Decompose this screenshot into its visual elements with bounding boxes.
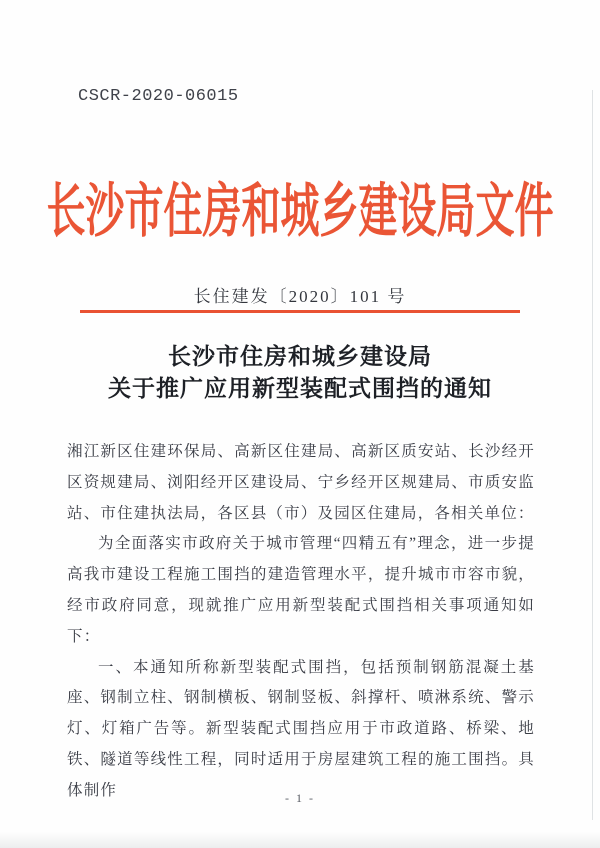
document-reference-number: 长住建发〔2020〕101 号 [193,287,407,306]
page-number: - 1 - [285,791,315,805]
red-header-banner [0,168,600,246]
scan-page-edge-bottom [0,832,600,848]
document-title-line-1: 长沙市住房和城乡建设局 [168,344,432,369]
red-divider-rule [80,310,520,313]
document-title-line-2: 关于推广应用新型装配式围挡的通知 [108,376,492,401]
document-title [0,341,600,405]
issuing-agency-banner-title: 长沙市住房和城乡建设局文件 [46,180,554,245]
body-paragraph-2: 一、本通知所称新型装配式围挡，包括预制钢筋混凝土基座、钢制立柱、钢制横板、钢制竖板、斜撑杆、喷淋系统、警示灯、灯箱广告等。新型装配式围挡应用于市政道路、桥梁、地铁、隧道等线性工程，同时适用于房屋建筑工程的施工围挡。具体制作 [67,658,535,799]
recipients-line: 湘江新区住建环保局、高新区住建局、高新区质安站、长沙经开区资规建局、浏阳经开区建设局、宁乡经开区规建局、市质安监站、市住建执法局，各区县（市）及园区住建局，各相关单位： [67,443,535,522]
document-body [67,437,535,807]
body-paragraph-1: 为全面落实市政府关于城市管理“四精五有”理念，进一步提高我市建设工程施工围挡的建造管理水平，提升城市市容市貌，经市政府同意，现就推广应用新型装配式围挡相关事项通知如下： [67,535,535,645]
document-archive-code: CSCR-2020-06015 [78,87,239,106]
scan-page-edge-right [592,90,593,820]
